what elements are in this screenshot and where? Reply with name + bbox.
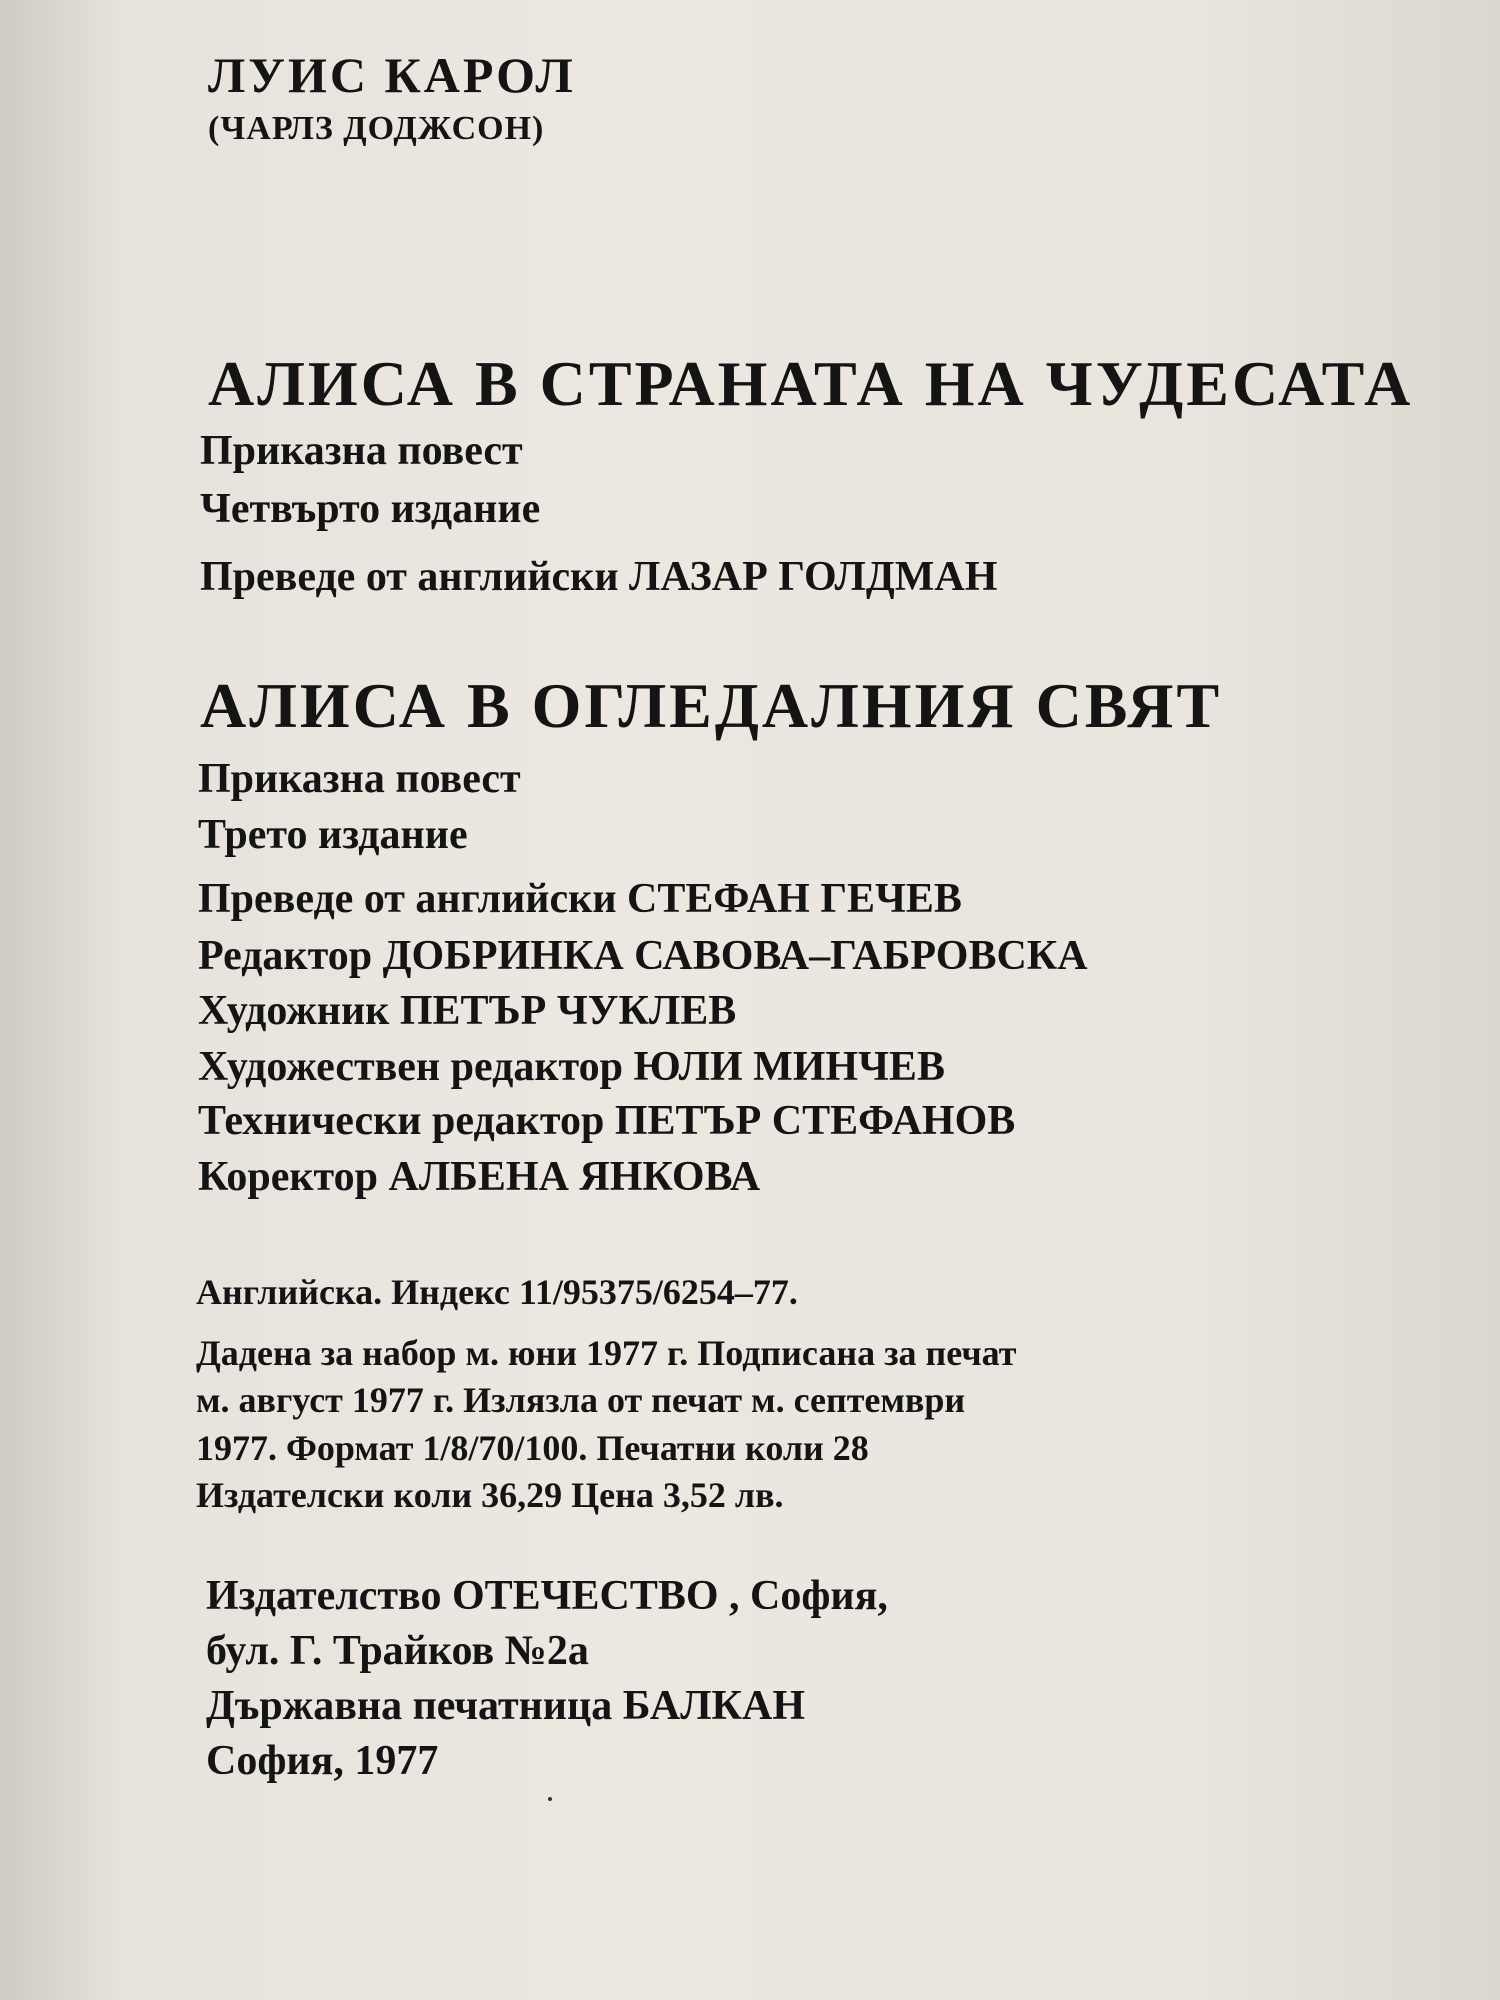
place-year: София, 1977 (206, 1738, 439, 1784)
publisher-house: Издателство ОТЕЧЕСТВО , София, (206, 1573, 888, 1619)
imprint-details-line-3: 1977. Формат 1/8/70/100. Печатни коли 28 (196, 1428, 869, 1468)
book2-translator: Преведе от английски СТЕФАН ГЕЧЕВ (198, 876, 962, 922)
book2-art-editor: Художествен редактор ЮЛИ МИНЧЕВ (198, 1044, 945, 1090)
imprint-details-line-2: м. август 1977 г. Излязла от печат м. септември (196, 1380, 966, 1420)
author-real-name: (ЧАРЛЗ ДОДЖСОН) (208, 110, 545, 147)
author-name: ЛУИС КАРОЛ (208, 47, 576, 103)
book1-title: АЛИСА В СТРАНАТА НА ЧУДЕСАТА (208, 348, 1414, 419)
book2-title: АЛИСА В ОГЛЕДАЛНИЯ СВЯТ (200, 670, 1223, 741)
book2-proofreader: Коректор АЛБЕНА ЯНКОВА (198, 1154, 761, 1200)
book2-technical-editor: Технически редактор ПЕТЪР СТЕФАНОВ (198, 1098, 1016, 1144)
book2-edition: Трето издание (198, 812, 468, 858)
book1-genre: Приказна повест (200, 428, 523, 474)
imprint-details-line-1: Дадена за набор м. юни 1977 г. Подписана за печат (196, 1333, 1017, 1373)
book1-translator: Преведе от английски ЛАЗАР ГОЛДМАН (200, 554, 998, 600)
imprint-details-line-4: Издателски коли 36,29 Цена 3,52 лв. (196, 1475, 784, 1515)
book2-genre: Приказна повест (198, 756, 521, 802)
imprint-index: Английска. Индекс 11/95375/6254–77. (196, 1272, 798, 1312)
book1-edition: Четвърто издание (200, 486, 541, 532)
printing-house: Държавна печатница БАЛКАН (206, 1683, 805, 1729)
publisher-address: бул. Г. Трайков №2а (206, 1628, 589, 1674)
book2-editor: Редактор ДОБРИНКА САВОВА–ГАБРОВСКА (198, 933, 1088, 979)
paper-speck (548, 1797, 552, 1801)
book2-illustrator: Художник ПЕТЪР ЧУКЛЕВ (198, 988, 737, 1034)
